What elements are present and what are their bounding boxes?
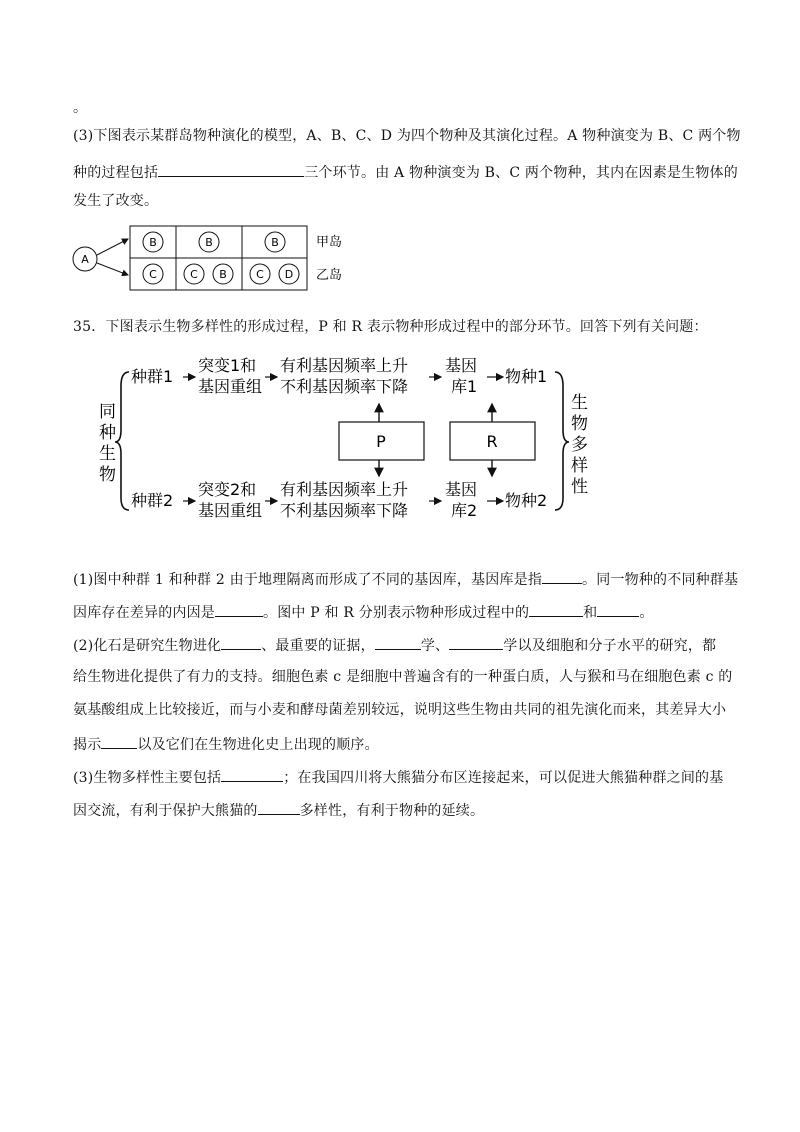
top-selection-2: 不利基因频率下降 <box>280 377 409 396</box>
q35-p1-line1-a: (1)图中种群 1 和种群 2 由于地理隔离而形成了不同的基因库，基因库是指 <box>73 572 543 588</box>
top-selection-1: 有利基因频率上升 <box>280 356 409 375</box>
q35-p1-line1-b: 。同一物种的不同种群基 <box>582 572 739 588</box>
q35-stem: 35．下图表示生物多样性的形成过程，P 和 R 表示物种形成过程中的部分环节。回答下列有关问题： <box>73 319 708 335</box>
answer-blank-r[interactable] <box>597 601 639 617</box>
right-label-2: 物 <box>571 414 588 434</box>
bottom-row-species-2b: B <box>219 268 227 281</box>
top-row-species-1: B <box>149 236 157 249</box>
right-label-1: 生 <box>571 393 588 413</box>
q35-p1-line2-b: 。图中 P 和 R 分别表示物种形成过程中的 <box>263 605 530 621</box>
q35-p1-line2 <box>73 601 654 623</box>
right-label-4: 样 <box>571 456 588 476</box>
arrow-to-bottom-row <box>97 263 128 275</box>
top-species: 物种1 <box>505 367 548 386</box>
q35-p2-line1-a: (2)化石是研究生物进化 <box>73 638 222 654</box>
q35-p3-line2-b: 多样性，有利于物种的延续。 <box>299 803 485 819</box>
q35-p1-line2-d: 。 <box>639 605 654 621</box>
q35-p3-line1 <box>73 766 723 788</box>
answer-blank-internal-cause[interactable] <box>215 601 263 617</box>
answer-blank-p[interactable] <box>529 601 583 617</box>
left-label-3: 生 <box>99 444 116 464</box>
top-population: 种群1 <box>131 367 174 386</box>
q35-p2-line4-a: 揭示 <box>73 737 102 753</box>
bottom-selection-1: 有利基因频率上升 <box>280 480 409 499</box>
q35-p2-line1 <box>73 634 716 656</box>
box-r-label: R <box>486 432 498 451</box>
q35-p2-line2: 给生物进化提供了有力的支持。细胞色素 c 是细胞中普遍含有的一种蛋白质，人与猴和马在细胞色素 c 的 <box>73 669 733 685</box>
bottom-pool-1: 基因 <box>445 480 478 499</box>
answer-blank-process[interactable] <box>158 161 304 177</box>
q35-p2-line1-c: 学、 <box>420 638 450 654</box>
top-row-species-3: B <box>271 236 279 249</box>
q34-p3-line3: 发生了改变。 <box>73 193 159 209</box>
top-pool-1: 基因 <box>445 356 478 375</box>
q35-p3-line2-a: 因交流，有利于保护大熊猫的 <box>73 803 258 819</box>
q34-p3-line2-b: 三个环节。由 A 物种演变为 B、C 两个物种，其内在因素是生物体的 <box>304 165 738 181</box>
bottom-population: 种群2 <box>131 491 174 510</box>
q35-p2-line1-d: 学以及细胞和分子水平的研究，都 <box>503 638 717 654</box>
biodiversity-diagram <box>95 352 595 527</box>
bottom-row-species-3b: D <box>284 268 294 281</box>
bottom-row-species-2a: C <box>190 268 198 281</box>
answer-blank-fossil[interactable] <box>221 634 261 650</box>
right-label-3: 多 <box>571 435 588 455</box>
answer-blank-science-1[interactable] <box>375 634 421 650</box>
q34-p3-line2 <box>73 161 738 183</box>
species-a-label: A <box>81 253 89 266</box>
bottom-row-species-1: C <box>149 268 157 281</box>
top-variation-2: 基因重组 <box>198 377 263 396</box>
q35-p1-line1 <box>73 568 738 590</box>
q35-p2-line1-b: 、最重要的证据， <box>261 638 375 654</box>
answer-blank-gene-pool[interactable] <box>542 568 582 584</box>
bottom-species: 物种2 <box>505 491 548 510</box>
top-row-species-2: B <box>205 236 213 249</box>
right-brace <box>555 372 569 510</box>
answer-blank-diversity-type[interactable] <box>258 799 300 815</box>
box-p-label: P <box>376 432 386 451</box>
answer-blank-science-2[interactable] <box>449 634 503 650</box>
q34-p3-line2-a: 种的过程包括 <box>73 165 159 181</box>
q35-p2-line3: 氨基酸组成上比较接近，而与小麦和酵母菌差别较远，说明这些生物由共同的祖先演化而来，其差异大小 <box>73 702 727 718</box>
right-label-5: 性 <box>571 477 588 497</box>
q35-p2-line4 <box>73 733 379 755</box>
island-evolution-figure <box>70 224 370 292</box>
q35-p3-line1-b: ；在我国四川将大熊猫分布区连接起来，可以促进大熊猫种群之间的基 <box>283 770 724 786</box>
bottom-selection-2: 不利基因频率下降 <box>280 501 409 520</box>
answer-blank-biodiversity[interactable] <box>221 766 283 782</box>
top-pool-2: 库1 <box>451 377 478 396</box>
label-island-yi: 乙岛 <box>316 268 343 283</box>
q35-p2-line4-b: 以及它们在生物进化史上出现的顺序。 <box>137 737 379 753</box>
bottom-variation-2: 基因重组 <box>198 501 263 520</box>
bottom-variation-1: 突变2和 <box>198 480 257 499</box>
label-island-jia: 甲岛 <box>316 235 343 250</box>
top-variation-1: 突变1和 <box>198 356 257 375</box>
left-label-2: 种 <box>99 423 116 443</box>
q34-p3-line1: (3)下图表示某群岛物种演化的模型，A、B、C、D 为四个物种及其演化过程。A 物种演变为 B、C 两个物 <box>73 128 741 144</box>
left-brace <box>115 372 129 510</box>
leading-mark: 。 <box>73 100 88 116</box>
left-label-1: 同 <box>99 402 116 422</box>
bottom-row-species-3a: C <box>256 268 264 281</box>
q35-p1-line2-a: 因库存在差异的内因是 <box>73 605 215 621</box>
q35-p3-line2 <box>73 799 484 821</box>
answer-blank-reveal[interactable] <box>101 733 137 749</box>
arrow-to-top-row <box>97 239 128 255</box>
left-label-4: 物 <box>99 465 116 485</box>
q35-p3-line1-a: (3)生物多样性主要包括 <box>73 770 222 786</box>
bottom-pool-2: 库2 <box>451 501 478 520</box>
q35-p1-line2-c: 和 <box>583 605 598 621</box>
